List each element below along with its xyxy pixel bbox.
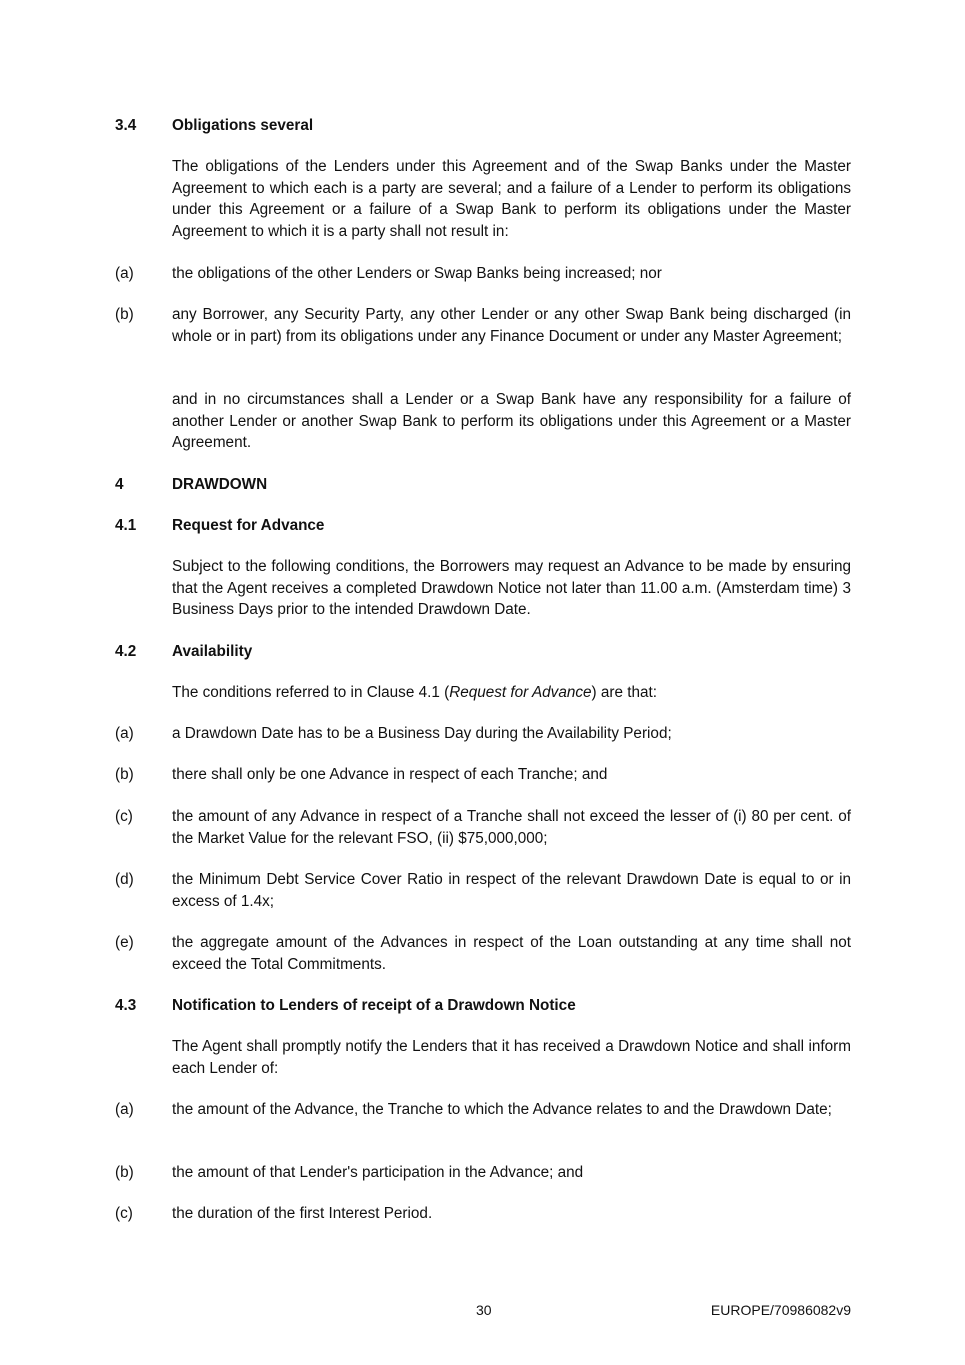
clause-text: Request for Advance xyxy=(172,517,325,534)
clause-number: (b) xyxy=(115,306,134,323)
clause-text xyxy=(172,682,851,704)
clause-text: the aggregate amount of the Advances in respect of the Loan outstanding at any time shall not exceed the Total Commitments. xyxy=(172,934,851,973)
list-item xyxy=(115,764,851,786)
clause-text: the amount of that Lender's participation in the Advance; and xyxy=(172,1164,584,1181)
clause-number: (c) xyxy=(115,1205,133,1222)
paragraph xyxy=(115,156,851,242)
clause-text: a Drawdown Date has to be a Business Day during the Availability Period; xyxy=(172,725,672,742)
clause-text: and in no circumstances shall a Lender or a Swap Bank have any responsibility for a failure of another Lender or another Swap Bank to perform its obligations under this Agreement or a Master Agreement. xyxy=(172,391,851,451)
text-segment: ) are that: xyxy=(591,684,657,701)
clause-number: (d) xyxy=(115,871,134,888)
clause-number: 4 xyxy=(115,476,124,493)
section-heading xyxy=(115,515,851,537)
clause-number: 4.1 xyxy=(115,517,137,534)
section-heading xyxy=(115,641,851,663)
clause-text: Notification to Lenders of receipt of a Drawdown Notice xyxy=(172,997,576,1014)
clause-text: Obligations several xyxy=(172,117,314,134)
section-heading xyxy=(115,115,851,137)
clause-text: Subject to the following conditions, the Borrowers may request an Advance to be made by ensuring that the Agent receives a completed Drawdown Notice not later than 11.00 a.m. (Amsterdam time) 3 Business Days prior to the intended Drawdown Date. xyxy=(172,558,851,618)
clause-text: the duration of the first Interest Period. xyxy=(172,1205,433,1222)
clause-text: any Borrower, any Security Party, any other Lender or any other Swap Bank being discharged (in whole or in part) from its obligations under any Finance Document or under any Master Agreement; xyxy=(172,306,851,345)
clause-number: (a) xyxy=(115,265,134,282)
clause-number: 3.4 xyxy=(115,117,137,134)
clause-number: (b) xyxy=(115,1164,134,1181)
list-item xyxy=(115,1099,851,1121)
clause-number: 4.3 xyxy=(115,997,137,1014)
list-item xyxy=(115,1203,851,1225)
clause-text: Availability xyxy=(172,643,253,660)
clause-text: the amount of any Advance in respect of a Tranche shall not exceed the lesser of (i) 80 per cent. of the Market Value for the relevant FSO, (ii) $75,000,000; xyxy=(172,808,851,847)
list-item xyxy=(115,869,851,912)
list-item xyxy=(115,723,851,745)
clause-number: (a) xyxy=(115,1101,134,1118)
paragraph xyxy=(115,556,851,621)
list-item xyxy=(115,304,851,347)
clause-text: The Agent shall promptly notify the Lenders that it has received a Drawdown Notice and shall inform each Lender of: xyxy=(172,1038,851,1077)
list-item xyxy=(115,932,851,975)
list-item xyxy=(115,263,851,285)
clause-number: (c) xyxy=(115,808,133,825)
paragraph xyxy=(115,1036,851,1079)
text-segment: The conditions referred to in Clause 4.1 ( xyxy=(172,684,450,701)
clause-number: (a) xyxy=(115,725,134,742)
clause-text: DRAWDOWN xyxy=(172,476,268,493)
section-heading xyxy=(115,995,851,1017)
clause-text: The obligations of the Lenders under this Agreement and of the Swap Banks under the Master Agreement to which each is a party are several; and a failure of a Lender to perform its obligations under this Agreement or a failure of a Swap Bank to perform its obligations under the Master Agreement to which it is a party shall not result in: xyxy=(172,158,851,240)
clause-number: (e) xyxy=(115,934,134,951)
clause-text: the amount of the Advance, the Tranche to which the Advance relates to and the Drawdown Date; xyxy=(172,1101,832,1118)
clause-number: 4.2 xyxy=(115,643,137,660)
document-reference: EUROPE/70986082v9 xyxy=(710,1302,851,1318)
paragraph xyxy=(115,682,851,704)
list-item xyxy=(115,1162,851,1184)
clause-number: (b) xyxy=(115,766,134,783)
list-item xyxy=(115,806,851,849)
paragraph xyxy=(115,389,851,454)
clause-text: the Minimum Debt Service Cover Ratio in respect of the relevant Drawdown Date is equal to or in excess of 1.4x; xyxy=(172,871,851,910)
page-number: 30 xyxy=(476,1302,492,1318)
clause-text: there shall only be one Advance in respect of each Tranche; and xyxy=(172,766,608,783)
clause-text: the obligations of the other Lenders or Swap Banks being increased; nor xyxy=(172,265,662,282)
clause-reference: Request for Advance xyxy=(449,684,592,701)
section-heading xyxy=(115,474,851,496)
